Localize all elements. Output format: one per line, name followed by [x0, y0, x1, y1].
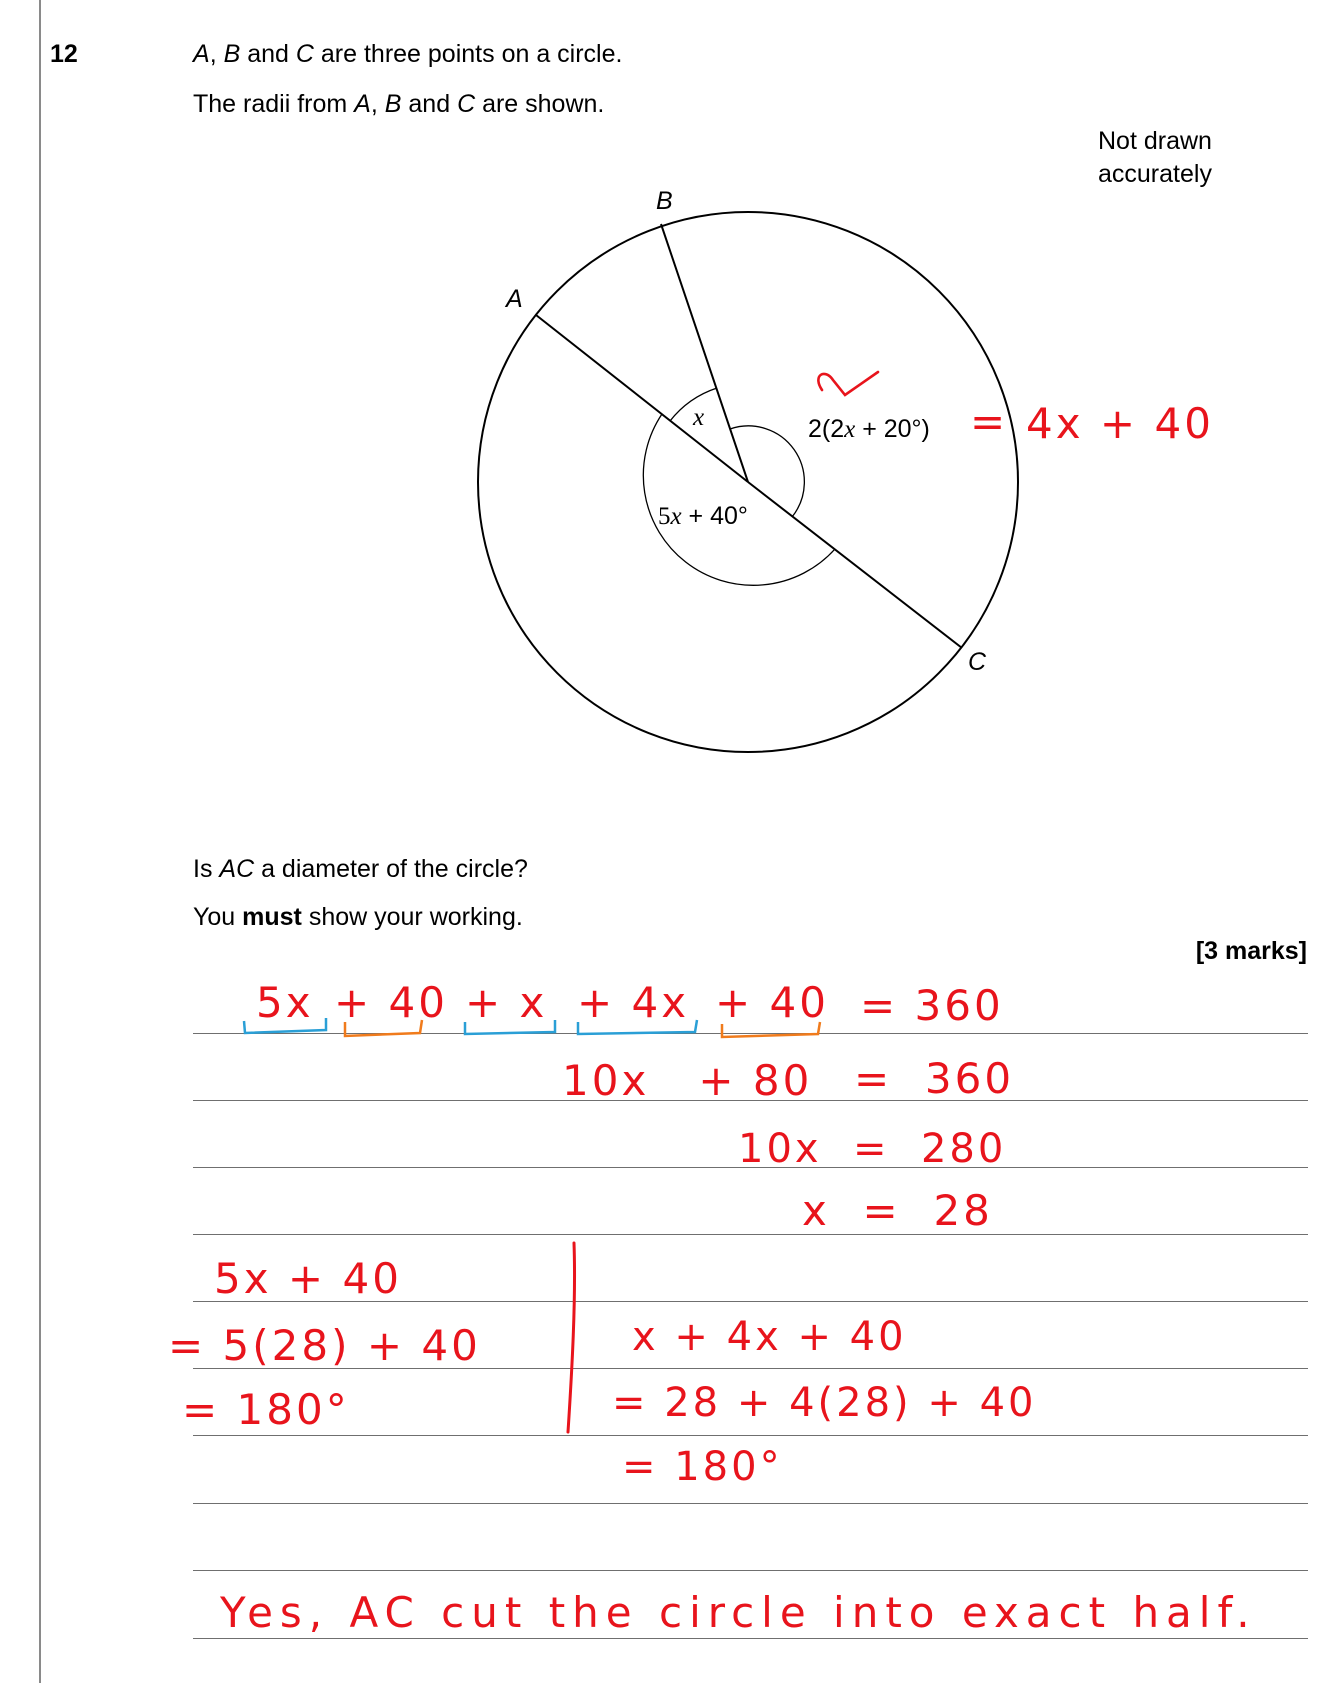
- angle-small-label: 2(2x + 20°): [808, 415, 930, 443]
- term-plus-x: + x: [465, 978, 548, 1027]
- left-calc-line: = 180°: [182, 1385, 350, 1434]
- not-drawn-accurately-note: Not drawn accurately: [1098, 127, 1212, 188]
- working-line-2-lhs: 10x + 80: [562, 1056, 813, 1105]
- label-c: C: [968, 648, 987, 676]
- tick-mark: [818, 372, 878, 395]
- angle-x-label: x: [693, 404, 705, 431]
- handwritten-4x-plus-40: 4x + 40: [1026, 399, 1214, 448]
- term-plus-40-b: + 40: [715, 978, 829, 1027]
- left-calc-line: 5x + 40: [214, 1254, 402, 1303]
- question-number: 12: [50, 40, 78, 68]
- radius-b: [661, 224, 748, 482]
- point-b-text: B: [223, 40, 241, 68]
- left-calc-line: = 5(28) + 40: [168, 1321, 481, 1370]
- radius-c: [748, 482, 962, 648]
- angle-large-label: 5x + 40°: [658, 502, 748, 530]
- question-line-2: The radii from A, B and C are shown.: [193, 90, 605, 118]
- right-calc-line: = 180°: [622, 1444, 783, 1490]
- term-plus-4x: + 4x: [577, 978, 690, 1027]
- point-c-text: C: [295, 40, 314, 68]
- term-plus-40: + 40: [334, 978, 448, 1027]
- working-line-4: x = 28: [802, 1186, 993, 1235]
- label-a: A: [506, 285, 523, 313]
- right-calc-line: x + 4x + 40: [632, 1314, 907, 1360]
- conclusion-text: Yes, AC cut the circle into exact half.: [220, 1588, 1257, 1637]
- left-calculation: [168, 1254, 481, 1434]
- marks-label: [3 marks]: [1195, 937, 1307, 965]
- point-a-text: A: [193, 40, 210, 68]
- line1-rhs: = 360: [860, 981, 1004, 1030]
- right-calculation: [612, 1314, 1036, 1490]
- handwritten-equals: =: [970, 397, 1009, 446]
- working-line-1: [244, 978, 1004, 1037]
- working-line-3: 10x = 280: [738, 1126, 1007, 1172]
- radius-a: [536, 315, 748, 482]
- label-b: B: [656, 187, 673, 215]
- term-5x: 5x: [256, 978, 314, 1027]
- question-ask: Is AC a diameter of the circle?: [193, 855, 528, 883]
- angle-ca-arc: [643, 414, 835, 585]
- handwritten-divider: [568, 1243, 575, 1432]
- question-line-1: A, B and C are three points on a circle.: [193, 40, 623, 68]
- question-instruction: You must show your working.: [193, 903, 523, 931]
- working-line-2-rhs: = 360: [854, 1054, 1015, 1103]
- right-calc-line: = 28 + 4(28) + 40: [612, 1380, 1037, 1426]
- circle-diagram: [478, 187, 1018, 752]
